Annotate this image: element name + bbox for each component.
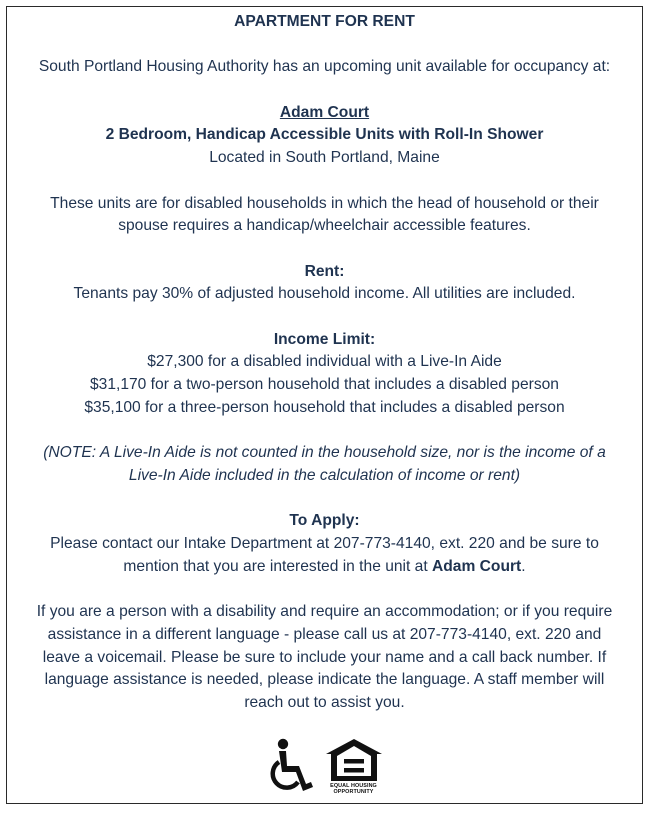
accommodation-line: If you are a person with a disability and require an accommodation; or if you require — [36, 603, 613, 621]
apply-property-name: Adam Court — [432, 557, 522, 575]
eligibility-line: spouse requires a handicap/wheelchair accessible features. — [118, 217, 531, 235]
property-name: Adam Court — [279, 103, 370, 121]
accommodation-line: language assistance is needed, please indicate the language. A staff member will — [44, 671, 605, 689]
intro-text: South Portland Housing Authority has an upcoming unit available for occupancy at: — [38, 58, 611, 76]
unit-type: 2 Bedroom, Handicap Accessible Units with Roll-In Shower — [105, 126, 544, 144]
income-limit-line: $31,170 for a two-person household that includes a disabled person — [89, 376, 559, 394]
logo-row — [0, 738, 651, 796]
equal-housing-opportunity-icon — [325, 738, 383, 782]
note-line: (NOTE: A Live-In Aide is not counted in the household size, nor is the income of a — [43, 444, 606, 462]
income-limit-label: Income Limit: — [273, 330, 376, 348]
income-limit-line: $27,300 for a disabled individual with a Live-In Aide — [147, 353, 502, 371]
rent-text: Tenants pay 30% of adjusted household income. All utilities are included. — [73, 285, 576, 303]
apply-line — [7, 556, 642, 579]
note-line: Live-In Aide included in the calculation of income or rent) — [128, 466, 521, 484]
rent-label: Rent: — [304, 262, 345, 280]
eho-label — [330, 783, 377, 795]
eho-label-line: EQUAL HOUSING — [330, 783, 377, 789]
apply-label: To Apply: — [289, 512, 360, 530]
notice-content — [7, 11, 642, 715]
notice-heading: APARTMENT FOR RENT — [234, 13, 415, 30]
wheelchair-icon — [268, 738, 314, 796]
apply-line: Please contact our Intake Department at 207-773-4140, ext. 220 and be sure to — [50, 535, 599, 553]
apply-line-suffix: . — [521, 557, 526, 575]
accommodation-line: leave a voicemail. Please be sure to include your name and a call back number. If — [42, 648, 607, 666]
eligibility-line: These units are for disabled households in which the head of household or their — [50, 194, 599, 212]
accommodation-line: reach out to assist you. — [244, 693, 405, 711]
equal-housing-logo — [324, 738, 384, 795]
notice-frame — [6, 6, 643, 804]
location-text: Located in South Portland, Maine — [209, 149, 440, 167]
eho-label-line: OPPORTUNITY — [333, 789, 374, 795]
income-limit-line: $35,100 for a three-person household that includes a disabled person — [84, 398, 565, 416]
accommodation-line: assistance in a different language - please call us at 207-773-4140, ext. 220 and — [47, 625, 602, 643]
apply-line-prefix: mention that you are interested in the unit at — [123, 557, 433, 575]
